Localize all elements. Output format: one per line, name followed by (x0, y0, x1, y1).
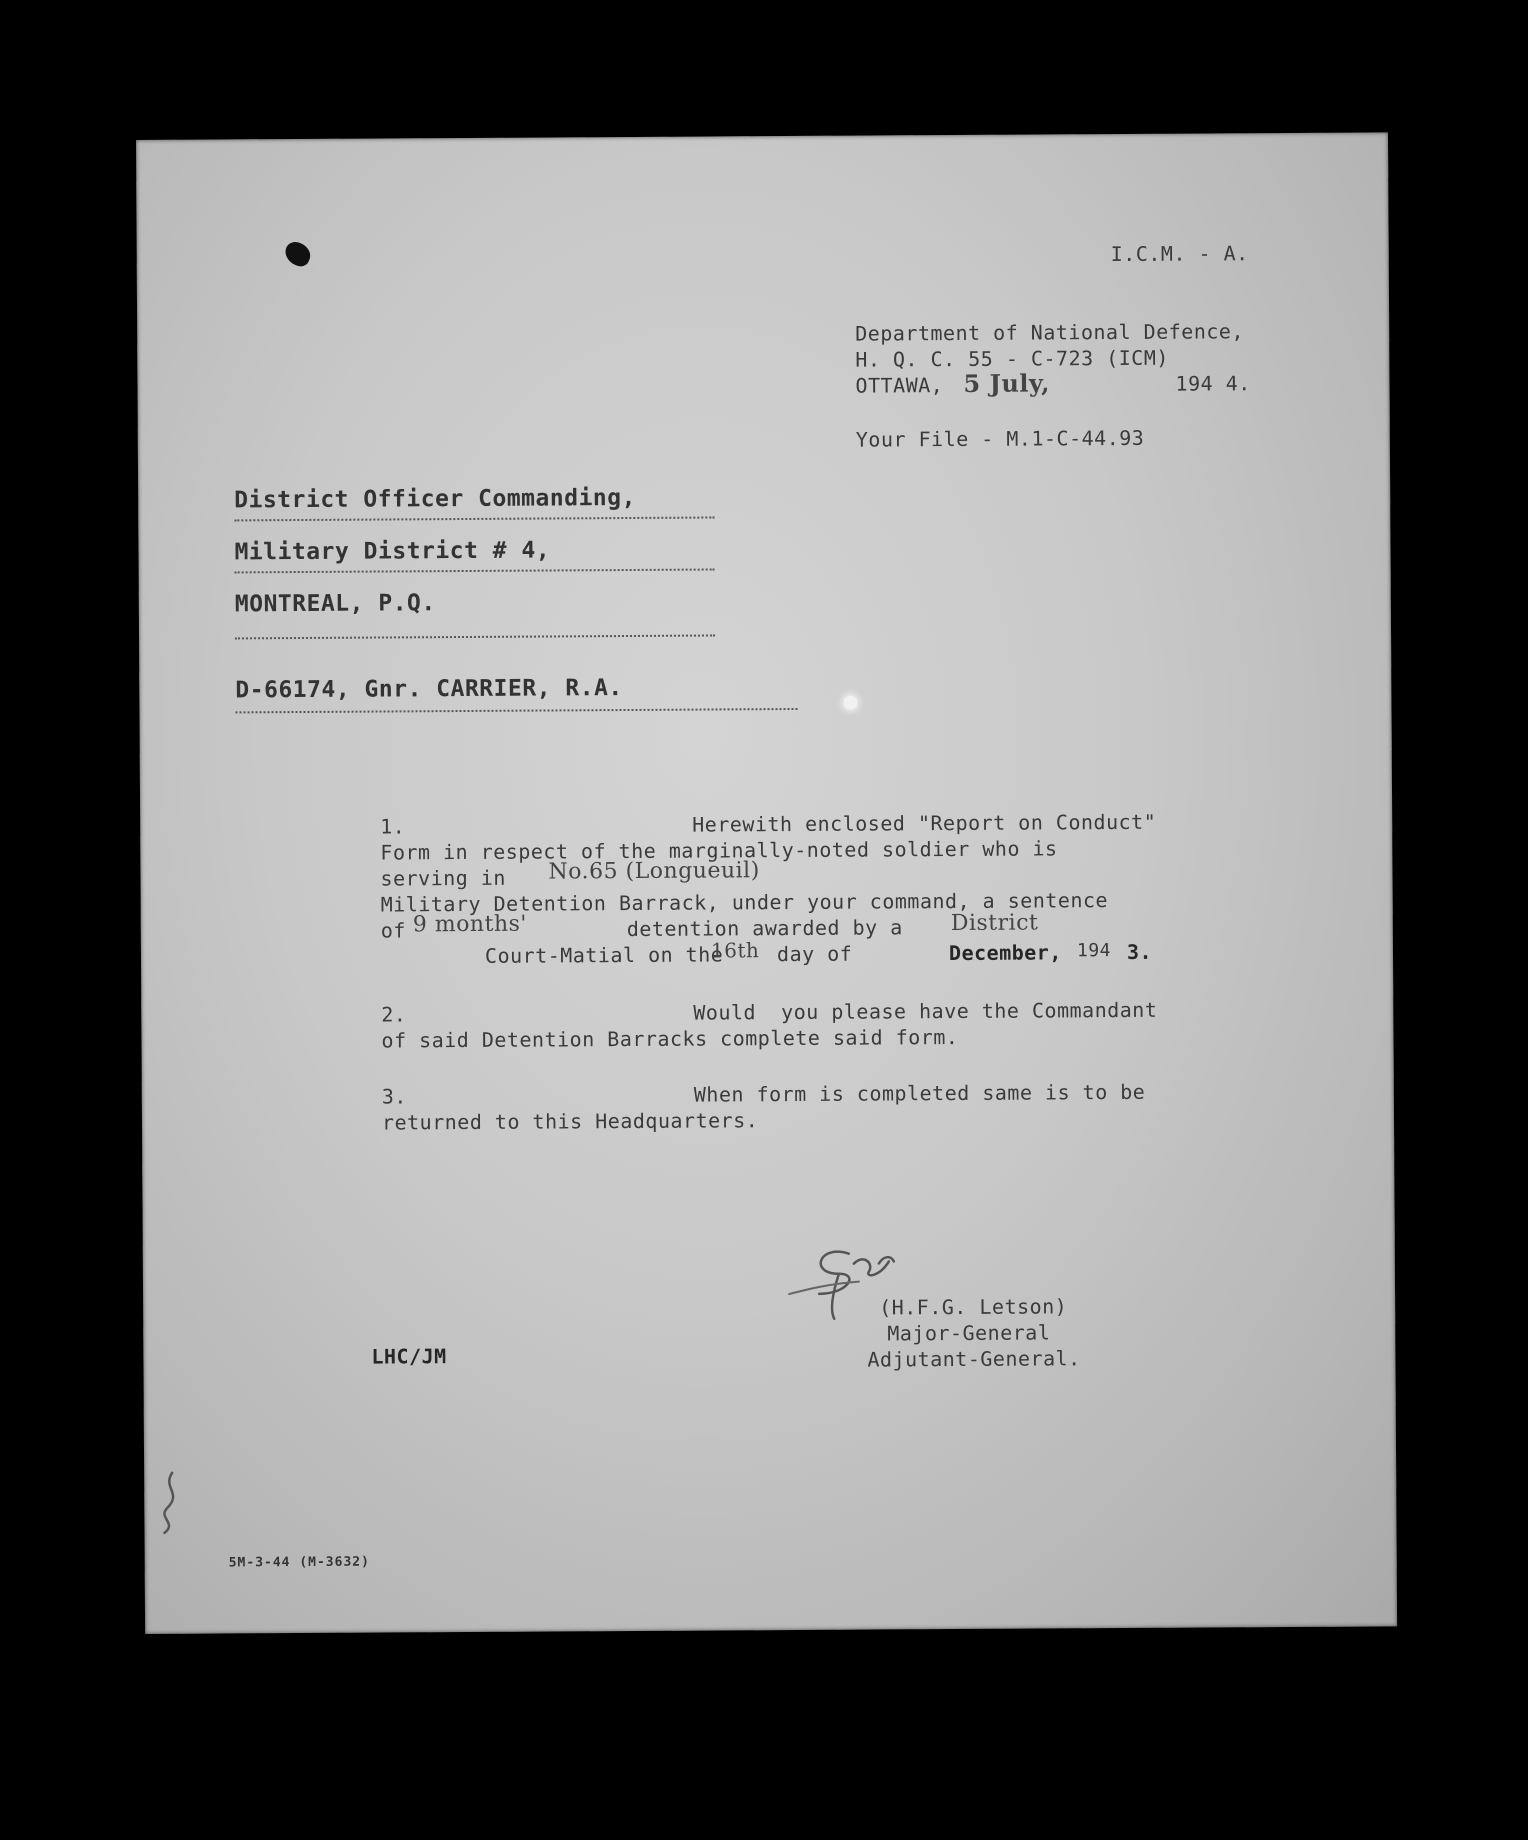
department-name: Department of National Defence, (855, 319, 1245, 346)
typist-initials: LHC/JM (371, 1344, 447, 1369)
letter-year: 194 4. (1175, 371, 1251, 396)
hq-reference: H. Q. C. 55 - C-723 (ICM) (855, 345, 1169, 372)
paragraph-2-line-2: of said Detention Barracks complete said form. (381, 1024, 959, 1053)
ink-blot (281, 239, 314, 270)
paragraph-2-number: 2. (381, 1002, 407, 1027)
signatory-name: (H.F.G. Letson) (879, 1294, 1068, 1320)
paragraph-1-line-5c: detention awarded by a (626, 915, 903, 942)
address-rule-2 (235, 568, 715, 573)
address-rule-3 (235, 634, 715, 639)
subject-rule (235, 708, 797, 713)
address-line-3: MONTREAL, P.Q. (234, 590, 436, 618)
court-type: District (950, 910, 1039, 937)
paragraph-1-line-1: Herewith enclosed "Report on Conduct" (692, 809, 1157, 837)
signatory-title: Adjutant-General. (867, 1346, 1081, 1372)
place-name: OTTAWA, (855, 373, 944, 398)
paragraph-1-line-3a: serving in (380, 865, 507, 891)
paragraph-1-number: 1. (380, 814, 406, 839)
paragraph-2-line-1: Would you please have the Commandant (693, 997, 1158, 1025)
document-page (136, 132, 1397, 1634)
address-line-1: District Officer Commanding, (234, 484, 637, 514)
detention-barrack-name: No.65 (Longueuil) (548, 858, 760, 885)
your-file-reference: Your File - M.1-C-44.93 (855, 425, 1145, 452)
paragraph-1-line-6a: Court-Matial on the (484, 942, 724, 968)
paragraph-1-line-6c: day of (776, 941, 853, 967)
letter-date: 5 July, (963, 368, 1051, 398)
paragraph-1-line-4: Military Detention Barrack, under your command, a sentence (380, 888, 1109, 917)
paragraph-3-number: 3. (381, 1084, 408, 1109)
paragraph-1-line-5a: of (380, 918, 407, 943)
court-month: December, (948, 940, 1062, 966)
form-code: 5M-3-44 (M-3632) (228, 1554, 370, 1571)
court-year-digit: 3. (1126, 939, 1153, 964)
paragraph-3-line-1: When form is completed same is to be (693, 1079, 1146, 1107)
address-rule-1 (234, 516, 714, 521)
paragraph-3-line-2: returned to this Headquarters. (381, 1108, 759, 1135)
subject-line: D-66174, Gnr. CARRIER, R.A. (235, 675, 623, 704)
court-day: 16th (710, 938, 760, 963)
sentence-length: 9 months' (412, 911, 527, 938)
margin-initial-mark (152, 1468, 192, 1538)
reference-code: I.C.M. - A. (1110, 241, 1249, 267)
signatory-rank: Major-General (887, 1320, 1051, 1346)
punch-hole (843, 696, 857, 710)
paragraph-1-line-2: Form in respect of the marginally-noted soldier who is (380, 836, 1058, 865)
address-line-2: Military District # 4, (234, 537, 551, 566)
court-year-prefix: 194 (1076, 940, 1112, 962)
